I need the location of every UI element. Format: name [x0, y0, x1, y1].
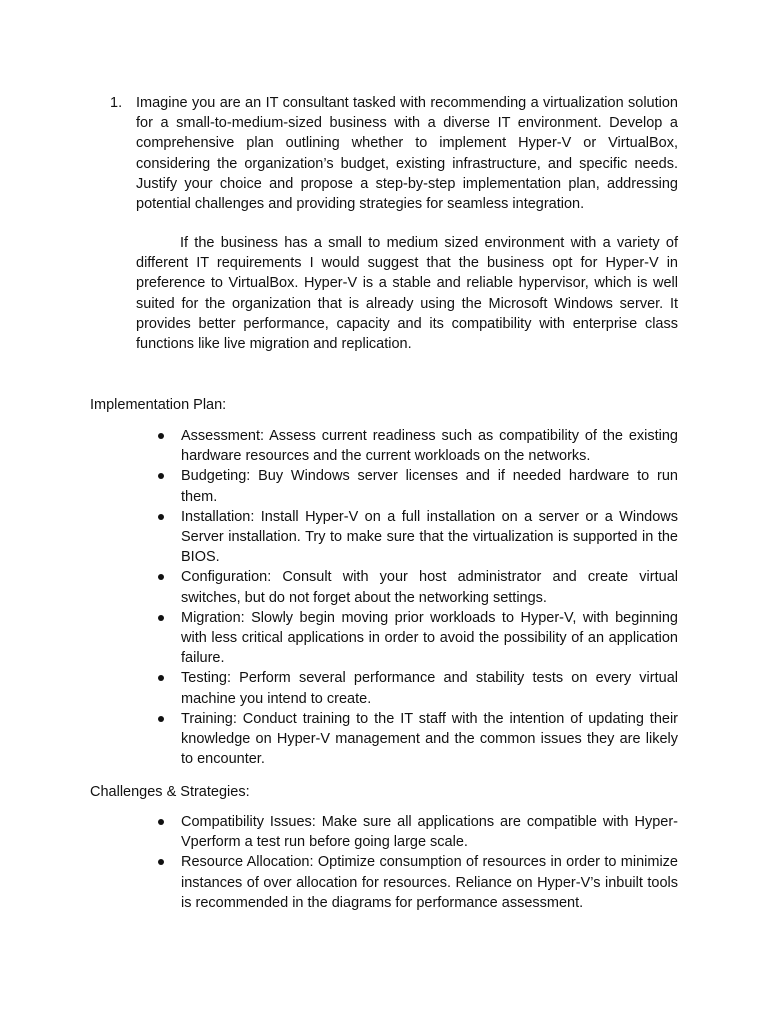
list-item-text: Assessment: Assess current readiness such as compatibility of the existing hardware resources and the current workloads on the networks. — [181, 428, 678, 465]
question-item — [110, 93, 678, 214]
bullet-icon — [158, 615, 164, 621]
bullet-icon — [158, 514, 164, 520]
bullet-icon — [158, 675, 164, 681]
list-item — [158, 852, 678, 913]
list-item — [158, 466, 678, 506]
list-item-text: Compatibility Issues: Make sure all applications are compatible with Hyper-Vperform a test run before going large scale. — [181, 814, 678, 851]
challenges-list — [158, 812, 678, 913]
bullet-icon — [158, 716, 164, 722]
list-item-text: Testing: Perform several performance and stability tests on every virtual machine you intend to create. — [181, 670, 678, 707]
bullet-icon — [158, 433, 164, 439]
list-item — [158, 426, 678, 466]
list-item-text: Configuration: Consult with your host administrator and create virtual switches, but do not forget about the networking settings. — [181, 569, 678, 606]
list-item — [158, 507, 678, 568]
list-item — [158, 812, 678, 852]
list-item — [158, 668, 678, 708]
list-item-text: Installation: Install Hyper-V on a full installation on a server or a Windows Server installation. Try to make sure that the virtualization is supported in the BIOS. — [181, 508, 678, 566]
list-item — [158, 709, 678, 770]
implementation-heading: Implementation Plan: — [90, 397, 227, 413]
question-number: 1. — [110, 95, 123, 111]
implementation-list — [158, 426, 678, 769]
list-item-text: Resource Allocation: Optimize consumption of resources in order to minimize instances of over allocation for resources. Reliance on Hyper-V’s inbuilt tools is recommended in the diagrams for performance assessment. — [181, 854, 678, 911]
list-item — [158, 567, 678, 607]
bullet-icon — [158, 859, 164, 865]
answer-paragraph: If the business has a small to medium sized environment with a variety of different IT requirements I would suggest that the business opt for Hyper-V in preference to VirtualBox. Hyper-V is a stable and reliable hypervisor, which is well suited for the organization that is already using the Microsoft Windows server. It provides better performance, capacity and its compatibility with enterprise class functions like live migration and replication. — [136, 235, 678, 353]
question-text: Imagine you are an IT consultant tasked with recommending a virtualization solution for a small-to-medium-sized business with a diverse IT environment. Develop a comprehensive plan outlining whether to implement Hyper-V or VirtualBox, considering the organization’s budget, existing infrastructure, and specific needs. Justify your choice and propose a step-by-step implementation plan, addressing potential challenges and providing strategies for seamless integration. — [136, 95, 678, 213]
bullet-icon — [158, 574, 164, 580]
list-item-text: Training: Conduct training to the IT staff with the intention of updating their knowledge on Hyper-V management and the common issues they are likely to encounter. — [181, 710, 678, 768]
list-item — [158, 608, 678, 669]
challenges-heading: Challenges & Strategies: — [90, 784, 250, 800]
list-item-text: Budgeting: Buy Windows server licenses and if needed hardware to run them. — [181, 468, 678, 505]
list-item-text: Migration: Slowly begin moving prior workloads to Hyper-V, with beginning with less critical applications in order to avoid the possibility of an application failure. — [181, 609, 678, 667]
bullet-icon — [158, 473, 164, 479]
bullet-icon — [158, 819, 164, 825]
